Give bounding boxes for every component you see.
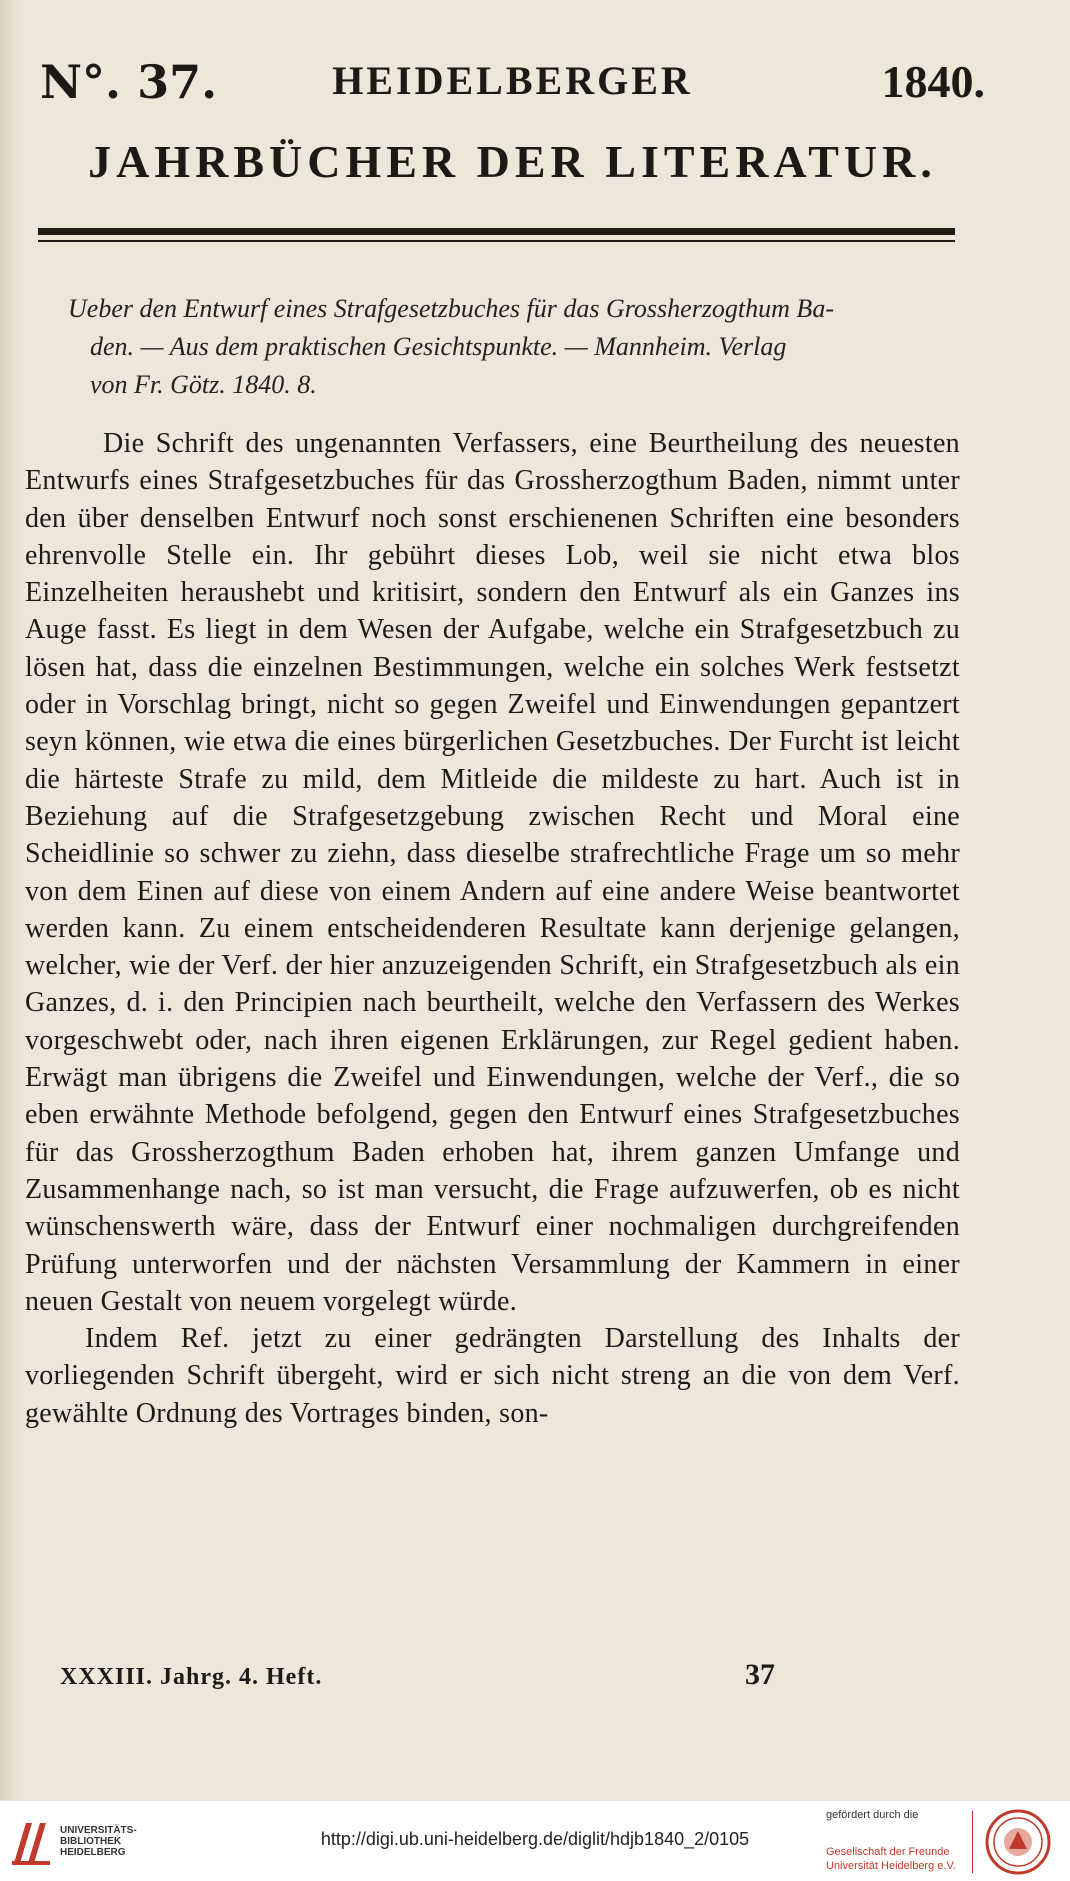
university-seal-icon	[985, 1809, 1051, 1875]
article-title-line-3: von Fr. Götz. 1840. 8.	[90, 370, 317, 399]
article-body	[25, 425, 960, 1432]
paragraph-1: Die Schrift des ungenannten Verfassers, eine Beurtheilung des neuesten Entwurfs eines Strafgesetzbuches für das Grossherzogthum Baden, nimmt unter den über denselben Entwurf noch sonst erschienenen Schriften eine besonders ehrenvolle Stelle ein. Ihr gebührt dieses Lob, weil sie nicht etwa blos Einzelheiten heraushebt und kritisirt, sondern den Entwurf als ein Ganzes ins Auge fasst. Es liegt in dem Wesen der Aufgabe, welche ein Strafgesetzbuch zu lösen hat, dass die einzelnen Bestimmungen, welche ein solches Werk festsetzt oder in Vorschlag bringt, nicht so gegen Zweifel und Einwendungen gepantzert seyn können, wie etwa die eines bürgerlichen Gesetzbuches. Der Furcht ist leicht die härteste Strafe zu mild, dem Mitleide die mildeste zu hart. Auch ist in Beziehung auf die Strafgesetzgebung zwischen Recht und Moral eine Scheidlinie so schwer zu ziehn, dass dieselbe strafrechtliche Frage um so mehr von dem Einen auf diese von einem Andern auf eine andere Weise beantwortet werden kann. Zu einem entscheidenderen Resultate kann derjenige gelangen, welcher, wie der Verf. der hier anzuzeigenden Schrift, ein Strafgesetzbuch als ein Ganzes, d. i. den Principien nach beurtheilt, welche den Verfassern des Werkes vorgeschwebt oder, nach ihren eigenen Erklärungen, zur Regel gedient haben. Erwägt man übrigens die Zweifel und Einwendungen, welche der Verf., die so eben erwähnte Methode befolgend, gegen den Entwurf eines Strafgesetzbuches für das Grossherzogthum Baden erhoben hat, ihrem ganzen Umfange und Zusammenhange nach, so ist man versucht, die Frage aufzuwerfen, ob es nicht wünschenswerth wäre, dass der Entwurf einer nochmaligen durchgreifenden Prüfung unterworfen und der nächsten Versammlung der Kammern in einer neuen Gestalt von neuem vorgelegt würde.	[25, 428, 960, 1317]
article-title-line-1: Ueber den Entwurf eines Strafgesetzbuches für das Grossherzogthum Ba-	[68, 294, 834, 323]
society-line-2: Universität Heidelberg e.V.	[826, 1860, 956, 1872]
journal-subtitle: JAHRBÜCHER DER LITERATUR.	[88, 136, 937, 187]
signature-mark: XXXIII. Jahrg. 4. Heft.	[60, 1664, 323, 1690]
page-footer	[60, 1658, 960, 1698]
article-title	[68, 290, 958, 404]
permalink-url[interactable]: http://digi.ub.uni-heidelberg.de/diglit/hdjb1840_2/0105	[320, 1829, 750, 1849]
article-title-line-2: den. — Aus dem praktischen Gesichtspunkte. — Mannheim. Verlag	[90, 332, 787, 361]
page-gutter	[0, 0, 22, 1800]
page-number: 37	[745, 1658, 775, 1691]
viewer-footer-bar	[0, 1800, 1070, 1881]
masthead	[40, 55, 985, 115]
journal-title: HEIDELBERGER	[332, 58, 693, 103]
header-rule-thick	[38, 228, 955, 235]
society-name	[826, 1845, 956, 1873]
footer-divider	[972, 1811, 973, 1873]
library-name: UNIVERSITÄTS- BIBLIOTHEK HEIDELBERG	[60, 1825, 137, 1858]
issue-number: N°. 37.	[40, 55, 218, 109]
funded-by-label: gefördert durch die	[826, 1809, 919, 1821]
header-rule-thin	[38, 240, 955, 242]
issue-year: 1840.	[881, 56, 985, 107]
paragraph-2: Indem Ref. jetzt zu einer gedrängten Darstellung des Inhalts der vorliegenden Schrift übergeht, wird er sich nicht streng an die von dem Verf. gewählte Ordnung des Vortrages binden, son-	[25, 1323, 960, 1429]
society-line-1: Gesellschaft der Freunde	[826, 1846, 950, 1858]
